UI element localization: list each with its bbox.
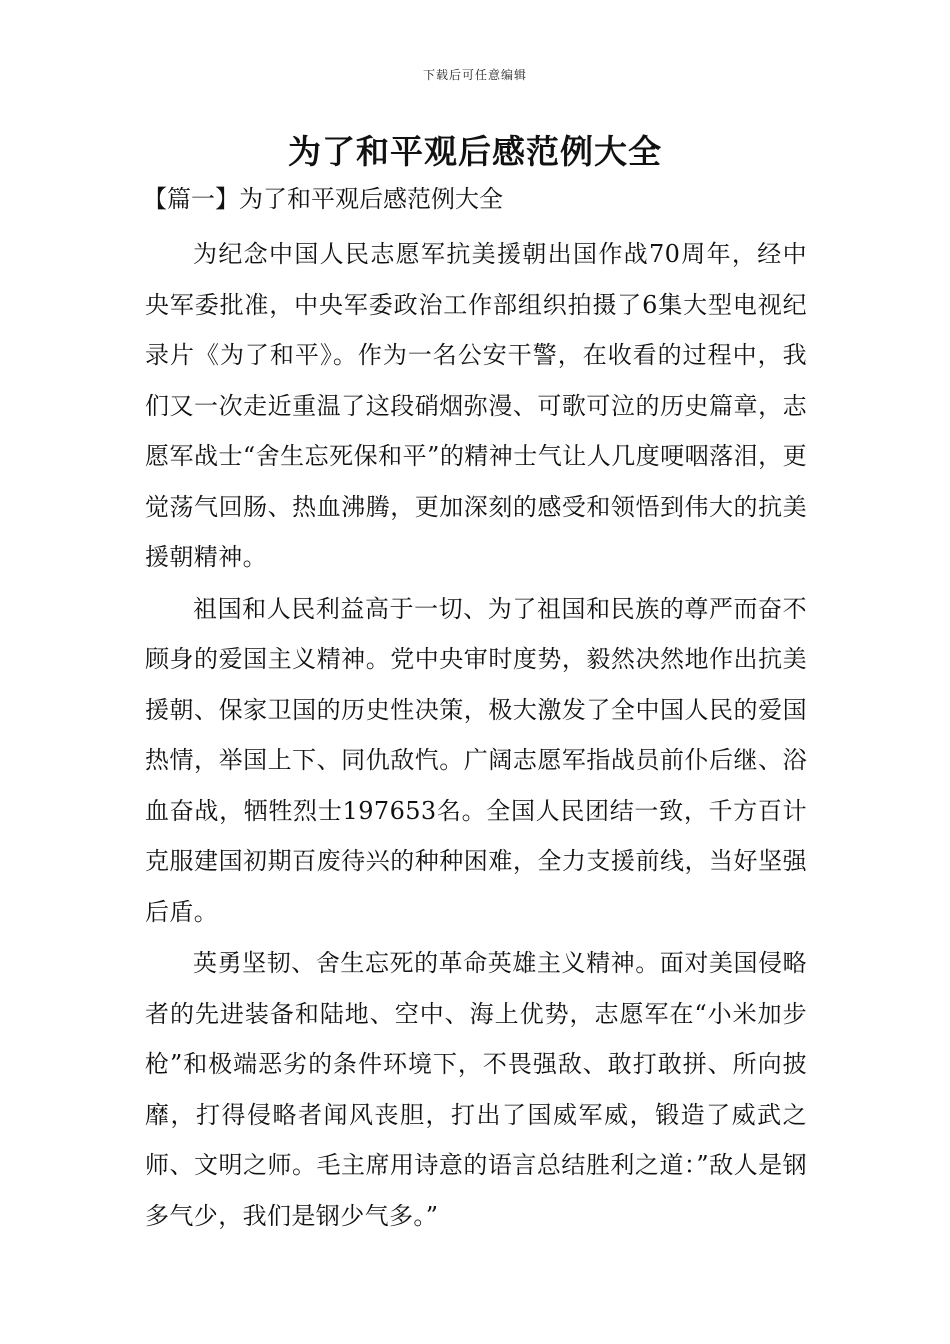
section-heading: 【篇一】为了和平观后感范例大全 — [143, 185, 503, 213]
document-title: 为了和平观后感范例大全 — [288, 132, 662, 171]
header-note: 下载后可任意编辑 — [422, 68, 527, 82]
paragraph-3: 英勇坚韧、舍生忘死的革命英雄主义精神。面对美国侵略者的先进装备和陆地、空中、海上优势，志愿军在“小米加步枪”和极端恶劣的条件环境下，不畏强敌、敢打敢拼、所向披靡，打得侵略者闻风丧胆，打出了国威军威，锻造了威武之师、文明之师。毛主席用诗意的语言总结胜利之道：”敌人是钢多气少，我们是钢少气多。” — [145, 949, 807, 1230]
body-text — [145, 229, 807, 1242]
paragraph-1: 为纪念中国人民志愿军抗美援朝出国作战70周年，经中央军委批准，中央军委政治工作部组织拍摄了6集大型电视纪录片《为了和平》。作为一名公安干警，在收看的过程中，我们又一次走近重温了这段硝烟弥漫、可歌可泣的历史篇章，志愿军战士“舍生忘死保和平”的精神士气让人几度哽咽落泪，更觉荡气回肠、热血沸腾，更加深刻的感受和领悟到伟大的抗美援朝精神。 — [145, 240, 807, 571]
paragraph-2: 祖国和人民利益高于一切、为了祖国和民族的尊严而奋不顾身的爱国主义精神。党中央审时度势，毅然决然地作出抗美援朝、保家卫国的历史性决策，极大激发了全中国人民的爱国热情，举国上下、同仇敌忾。广阔志愿军指战员前仆后继、浴血奋战，牺牲烈士197653名。全国人民团结一致，千方百计克服建国初期百废待兴的种种困难，全力支援前线，当好坚强后盾。 — [145, 594, 807, 926]
